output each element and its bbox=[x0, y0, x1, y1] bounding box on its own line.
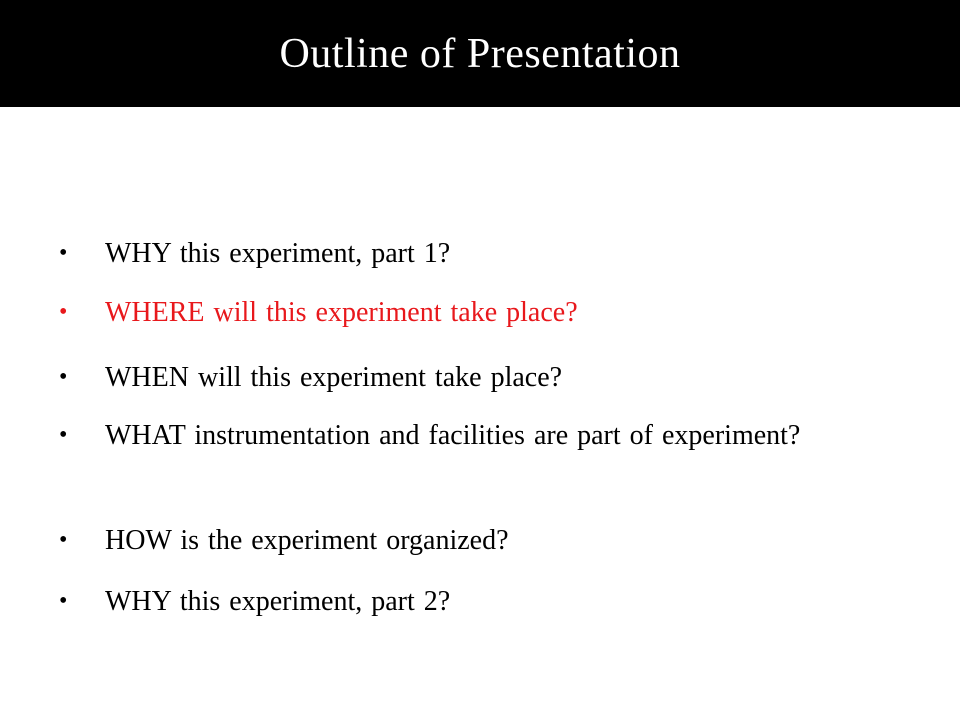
bullet-text: WHY this experiment, part 2? bbox=[105, 586, 451, 617]
bullet-text: HOW is the experiment organized? bbox=[105, 525, 509, 556]
bullet-icon: • bbox=[59, 299, 68, 325]
bullet-icon: • bbox=[59, 240, 68, 266]
bullet-icon: • bbox=[59, 588, 68, 614]
bullet-icon: • bbox=[59, 422, 68, 448]
bullet-text: WHERE will this experiment take place? bbox=[105, 297, 578, 328]
bullet-text: WHEN will this experiment take place? bbox=[105, 362, 563, 393]
bullet-text: WHY this experiment, part 1? bbox=[105, 238, 451, 269]
bullet-icon: • bbox=[59, 364, 68, 390]
slide-title: Outline of Presentation bbox=[279, 31, 681, 77]
bullet-text: WHAT instrumentation and facilities are part of experiment? bbox=[105, 420, 801, 451]
bullet-icon: • bbox=[59, 527, 68, 553]
